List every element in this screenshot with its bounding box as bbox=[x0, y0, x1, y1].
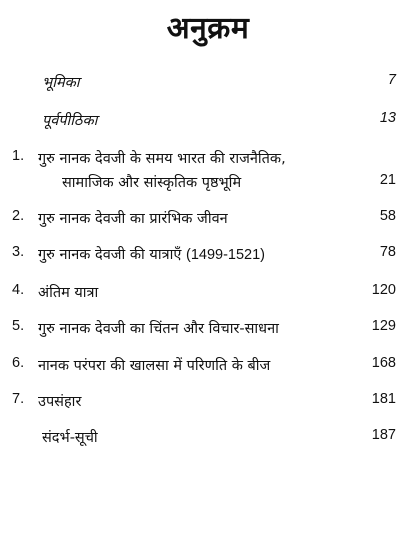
toc-entry-number: 1. bbox=[12, 148, 25, 164]
toc-entry-page: 7 bbox=[387, 72, 396, 88]
toc-entry-label: गुरु नानक देवजी के समय भारत की राजनैतिक, bbox=[38, 151, 286, 167]
page-title: अनुक्रम bbox=[166, 11, 250, 46]
toc-entry-label: गुरु नानक देवजी का प्रारंभिक जीवन bbox=[38, 211, 228, 227]
toc-entry-label: नानक परंपरा की खालसा में परिणति के बीज bbox=[38, 358, 271, 374]
toc-entry-page: 187 bbox=[371, 427, 396, 443]
toc-entry-label-text: गुरु नानक देवजी की यात्राएँ bbox=[38, 247, 182, 263]
toc-entry-number: 5. bbox=[12, 318, 25, 334]
toc-entry-label-line2: सामाजिक और सांस्कृतिक पृष्ठभूमि bbox=[62, 175, 242, 191]
toc-entry-label: भूमिका bbox=[42, 75, 80, 91]
toc-entry-page: 58 bbox=[379, 208, 396, 224]
toc-entry-number: 7. bbox=[12, 391, 25, 407]
toc-entry-number: 3. bbox=[12, 244, 25, 260]
toc-entry-page: 120 bbox=[371, 282, 396, 298]
toc-entry-label: अंतिम यात्रा bbox=[38, 285, 99, 301]
toc-entry-number: 2. bbox=[12, 208, 25, 224]
toc-entry-page: 78 bbox=[379, 244, 396, 260]
toc-entry-label bbox=[38, 244, 265, 264]
toc-entry-page: 168 bbox=[371, 355, 396, 371]
toc-entry-page: 181 bbox=[371, 391, 396, 407]
toc-entry-label: पूर्वपीठिका bbox=[42, 113, 98, 129]
toc-entry-label: गुरु नानक देवजी का चिंतन और विचार-साधना bbox=[38, 321, 279, 337]
toc-entry-page: 13 bbox=[379, 110, 396, 126]
toc-entry-page: 129 bbox=[371, 318, 396, 334]
toc-entry-label: उपसंहार bbox=[38, 394, 82, 410]
toc-entry-number: 6. bbox=[12, 355, 25, 371]
toc-entry-number: 4. bbox=[12, 282, 25, 298]
toc-entry-page: 21 bbox=[379, 172, 396, 188]
toc-entry-label: संदर्भ-सूची bbox=[42, 430, 98, 446]
toc-entry-years: (1499-1521) bbox=[185, 247, 265, 263]
